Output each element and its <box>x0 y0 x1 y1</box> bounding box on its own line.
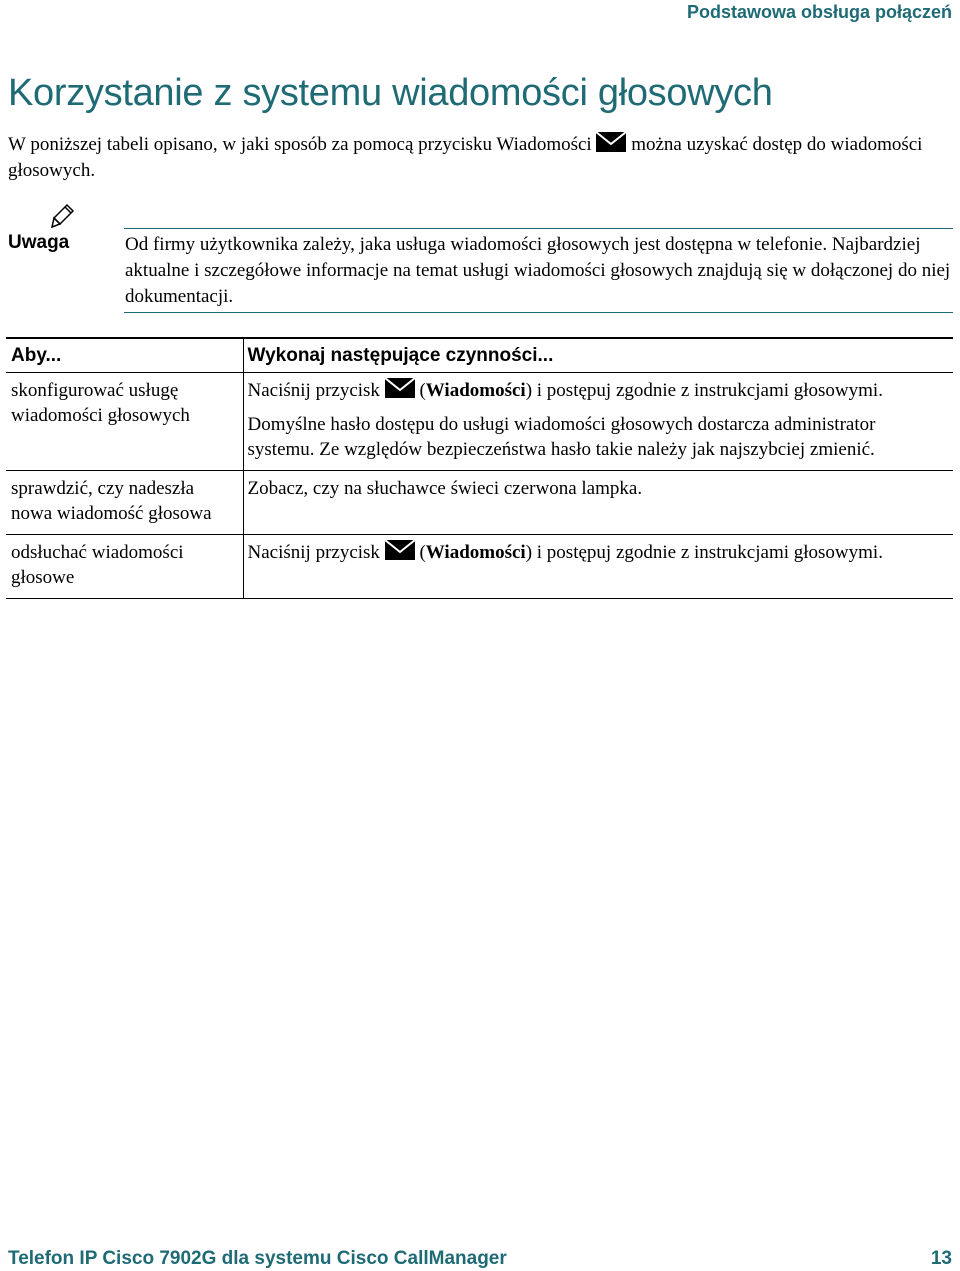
goal-cell <box>6 470 243 534</box>
column-header-goal: Aby... <box>6 338 243 372</box>
messages-button-name: Wiadomości <box>425 379 526 401</box>
intro-paragraph <box>8 132 953 184</box>
step-text-end: i postępuj zgodnie z instrukcjami głosowymi. <box>536 379 883 401</box>
steps-cell <box>243 470 953 534</box>
step-text: Zobacz, czy na słuchawce świeci czerwona lampka. <box>247 477 643 499</box>
goal-text: skonfigurować usługę wiadomości głosowych <box>11 379 190 426</box>
table-row <box>6 470 953 534</box>
step-text: Naciśnij przycisk (Wiadomości) i postępuj zgodnie z instrukcjami głosowymi. <box>247 541 883 563</box>
step-text-end: i postępuj zgodnie z instrukcjami głosowymi. <box>536 541 883 563</box>
pencil-icon <box>50 201 78 229</box>
page-title: Korzystanie z systemu wiadomości głosowych <box>8 72 773 114</box>
running-header: Podstawowa obsługa połączeń <box>686 2 952 22</box>
envelope-icon <box>596 132 626 152</box>
step-text: Domyślne hasło dostępu do usługi wiadomości głosowych dostarcza administrator systemu. Ze względów bezpieczeństwa hasło takie należy jak najszybciej zmienić. <box>247 413 876 460</box>
goal-text: sprawdzić, czy nadeszła nowa wiadomość głosowa <box>11 477 212 524</box>
step-text-start: Naciśnij przycisk <box>247 379 380 401</box>
table-header-row <box>6 338 953 372</box>
steps-cell <box>243 534 953 598</box>
footer-title: Telefon IP Cisco 7902G dla systemu Cisco CallManager <box>8 1248 507 1269</box>
table-row <box>6 372 953 470</box>
column-header-steps: Wykonaj następujące czynności... <box>247 345 554 366</box>
intro-text-start: W poniższej tabeli opisano, w jaki sposób za pomocą przycisku Wiadomości <box>8 134 592 155</box>
voicemail-table <box>6 337 953 599</box>
goal-cell <box>6 534 243 598</box>
envelope-icon <box>385 540 415 560</box>
step-text-start: Naciśnij przycisk <box>247 541 380 563</box>
note-divider-bottom <box>124 312 953 313</box>
steps-cell <box>243 372 953 470</box>
envelope-icon <box>385 378 415 398</box>
page-number: 13 <box>930 1248 952 1269</box>
goal-text: odsłuchać wiadomości głosowe <box>11 541 184 588</box>
note-text: Od firmy użytkownika zależy, jaka usługa wiadomości głosowych jest dostępna w telefonie. Najbardziej aktualne i szczegółowe informacje na temat usługi wiadomości głosowych znajdują się w dołączonej do niej dokumentacji. <box>125 234 951 307</box>
table-row <box>6 534 953 598</box>
step-text: Naciśnij przycisk (Wiadomości) i postępuj zgodnie z instrukcjami głosowymi. <box>247 379 883 401</box>
messages-button-name: Wiadomości <box>425 541 526 563</box>
note-divider-top <box>124 228 953 229</box>
intro-text-end: można uzyskać dostęp do wiadomości głosowych. <box>8 134 923 181</box>
note-label: Uwaga <box>8 232 70 253</box>
goal-cell <box>6 372 243 470</box>
